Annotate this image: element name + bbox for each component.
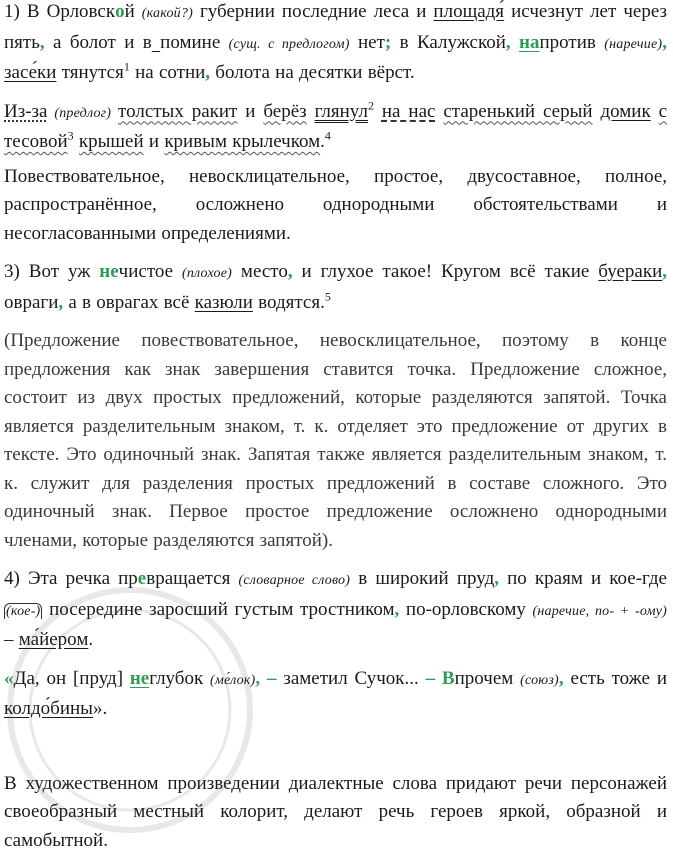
wavy-word: крышей: [78, 131, 144, 152]
subject: домик: [600, 100, 651, 122]
footnote-mark: 2: [367, 98, 374, 113]
text: вращается: [146, 568, 239, 589]
highlight: ;: [384, 31, 392, 53]
footnote-mark: 1: [123, 59, 130, 74]
highlight: ,: [505, 31, 511, 53]
paragraph-6: [0, 565, 673, 655]
note: (словарное слово): [238, 573, 351, 588]
text: 3) Вот уж: [4, 261, 100, 282]
highlight: , –: [255, 667, 277, 689]
paragraph-5: (Предложение повествовательное, невосклицательное, поэтому в конце предложения как знак завершения ставится точка. Предложение сложное, состоит из двух простых предложений, которые разделяются запятой. Точка является разделительным знаком, т. к. отделяет это предложение от других в тексте. Это одиночный знак. Запятая также является разделительным знаком, т. к. служит для разделения простых предложений в составе сложного. Это одиночный знак. Первое простое предложение осложнено однородными членами, которые разделяются запятой).: [4, 330, 667, 551]
text: на сотни: [129, 62, 206, 83]
paragraph-2: [0, 98, 673, 157]
text: нет: [349, 31, 385, 53]
text: по краям и кое-где: [498, 568, 667, 589]
wavy-word: с тесовой: [4, 100, 668, 152]
text: и глухое такое! Кругом всё такие: [292, 261, 599, 282]
highlight: ,: [205, 62, 211, 83]
morpheme-box: (кое-): [6, 603, 41, 619]
highlight: ,: [494, 568, 499, 589]
highlight: ,: [287, 261, 293, 282]
wavy-word: толстых ракит: [118, 100, 238, 122]
text: заметил Сучок...: [276, 667, 426, 689]
text: по-орловскому: [399, 598, 533, 620]
text: место: [231, 261, 288, 282]
footnote-mark: 4: [324, 128, 331, 143]
note: (наречие, по- + -ому): [532, 603, 667, 619]
text: есть тоже и: [563, 667, 667, 689]
wavy-word: кривым крылечком: [164, 131, 321, 152]
note: (союз): [520, 672, 559, 688]
text: [307, 101, 315, 122]
text: водятся.: [252, 291, 325, 313]
highlight: ,: [558, 667, 564, 689]
underlined-word: колдо́бины: [4, 698, 93, 719]
text: исчезнут лет через пять: [4, 1, 667, 53]
highlight: е: [137, 568, 147, 589]
text: посередине заросший густым тростником: [42, 598, 395, 620]
footnote-mark: 3: [67, 128, 74, 143]
paragraph-4: [0, 258, 673, 317]
highlight: ,: [662, 261, 668, 282]
note: (наречие): [604, 36, 663, 52]
wavy-word: берёз: [263, 100, 307, 122]
underlined-word: ма́йером: [18, 629, 89, 650]
text: в широкий пруд: [350, 568, 495, 589]
highlight: ,: [394, 598, 400, 620]
predicate: глянул: [314, 100, 368, 122]
text: –: [4, 629, 19, 650]
text: .: [320, 131, 325, 152]
text: Да, он [пруд]: [13, 667, 130, 689]
paragraph-3: Повествовательное, невосклицательное, простое, двусоставное, полное, распространённое, осложнено однородными обстоятельствами и несогласованными определениями.: [4, 165, 667, 244]
highlight: «: [4, 667, 14, 689]
text: а болот и в: [44, 31, 152, 53]
highlight: – В: [425, 667, 455, 689]
text: глубок: [149, 667, 211, 689]
note: (предлог): [47, 105, 119, 121]
text: прочем: [454, 667, 521, 689]
underlined-word: казюли: [194, 291, 253, 313]
highlight: ,: [58, 291, 64, 313]
note: (плохое): [181, 266, 232, 281]
text: чистое: [118, 261, 182, 282]
preposition: Из-за: [4, 100, 48, 122]
highlight: о: [115, 1, 125, 22]
highlight: на: [519, 31, 540, 53]
highlight: не: [99, 261, 119, 282]
text: и: [143, 131, 165, 152]
underlined-word: буераки: [598, 261, 663, 282]
note: (какой?): [141, 6, 193, 21]
footnote-mark: 5: [324, 289, 331, 304]
text: 4) Эта речка пр: [4, 568, 138, 589]
object: на нас: [381, 100, 436, 122]
wavy-word: старенький серый: [443, 100, 593, 122]
text: .: [88, 629, 94, 650]
note: (сущ. с предлогом): [228, 36, 350, 52]
text: й: [124, 1, 142, 22]
text: овраги: [4, 291, 59, 313]
text: ».: [92, 698, 108, 719]
paragraph-7: [0, 665, 673, 724]
text: и: [237, 100, 264, 122]
underlined-gap: [152, 32, 160, 53]
highlight: не: [129, 667, 150, 689]
text: в Калужской: [391, 31, 506, 53]
text: а в оврагах всё: [63, 291, 195, 313]
underlined-word: площадя́: [433, 1, 505, 22]
text: против: [539, 31, 605, 53]
paragraph-1: [0, 0, 673, 88]
text: 1) В Орловск: [4, 1, 116, 22]
highlight: ,: [39, 31, 45, 53]
paragraph-8: В художественном произведении диалектные слова придают речи персонажей своеобразный местный колорит, делают речь героев яркой, образной и самобытной.: [4, 772, 667, 851]
note: (ме́лок): [210, 672, 256, 688]
text: помине: [160, 31, 229, 53]
text: болота на десятки вёрст.: [210, 62, 415, 83]
underlined-word: засе́ки: [4, 62, 57, 83]
text: [374, 101, 382, 122]
text: [651, 101, 659, 122]
highlight: ,: [662, 31, 668, 53]
text: тянутся: [56, 62, 124, 83]
text: губернии последние леса и: [192, 1, 434, 22]
